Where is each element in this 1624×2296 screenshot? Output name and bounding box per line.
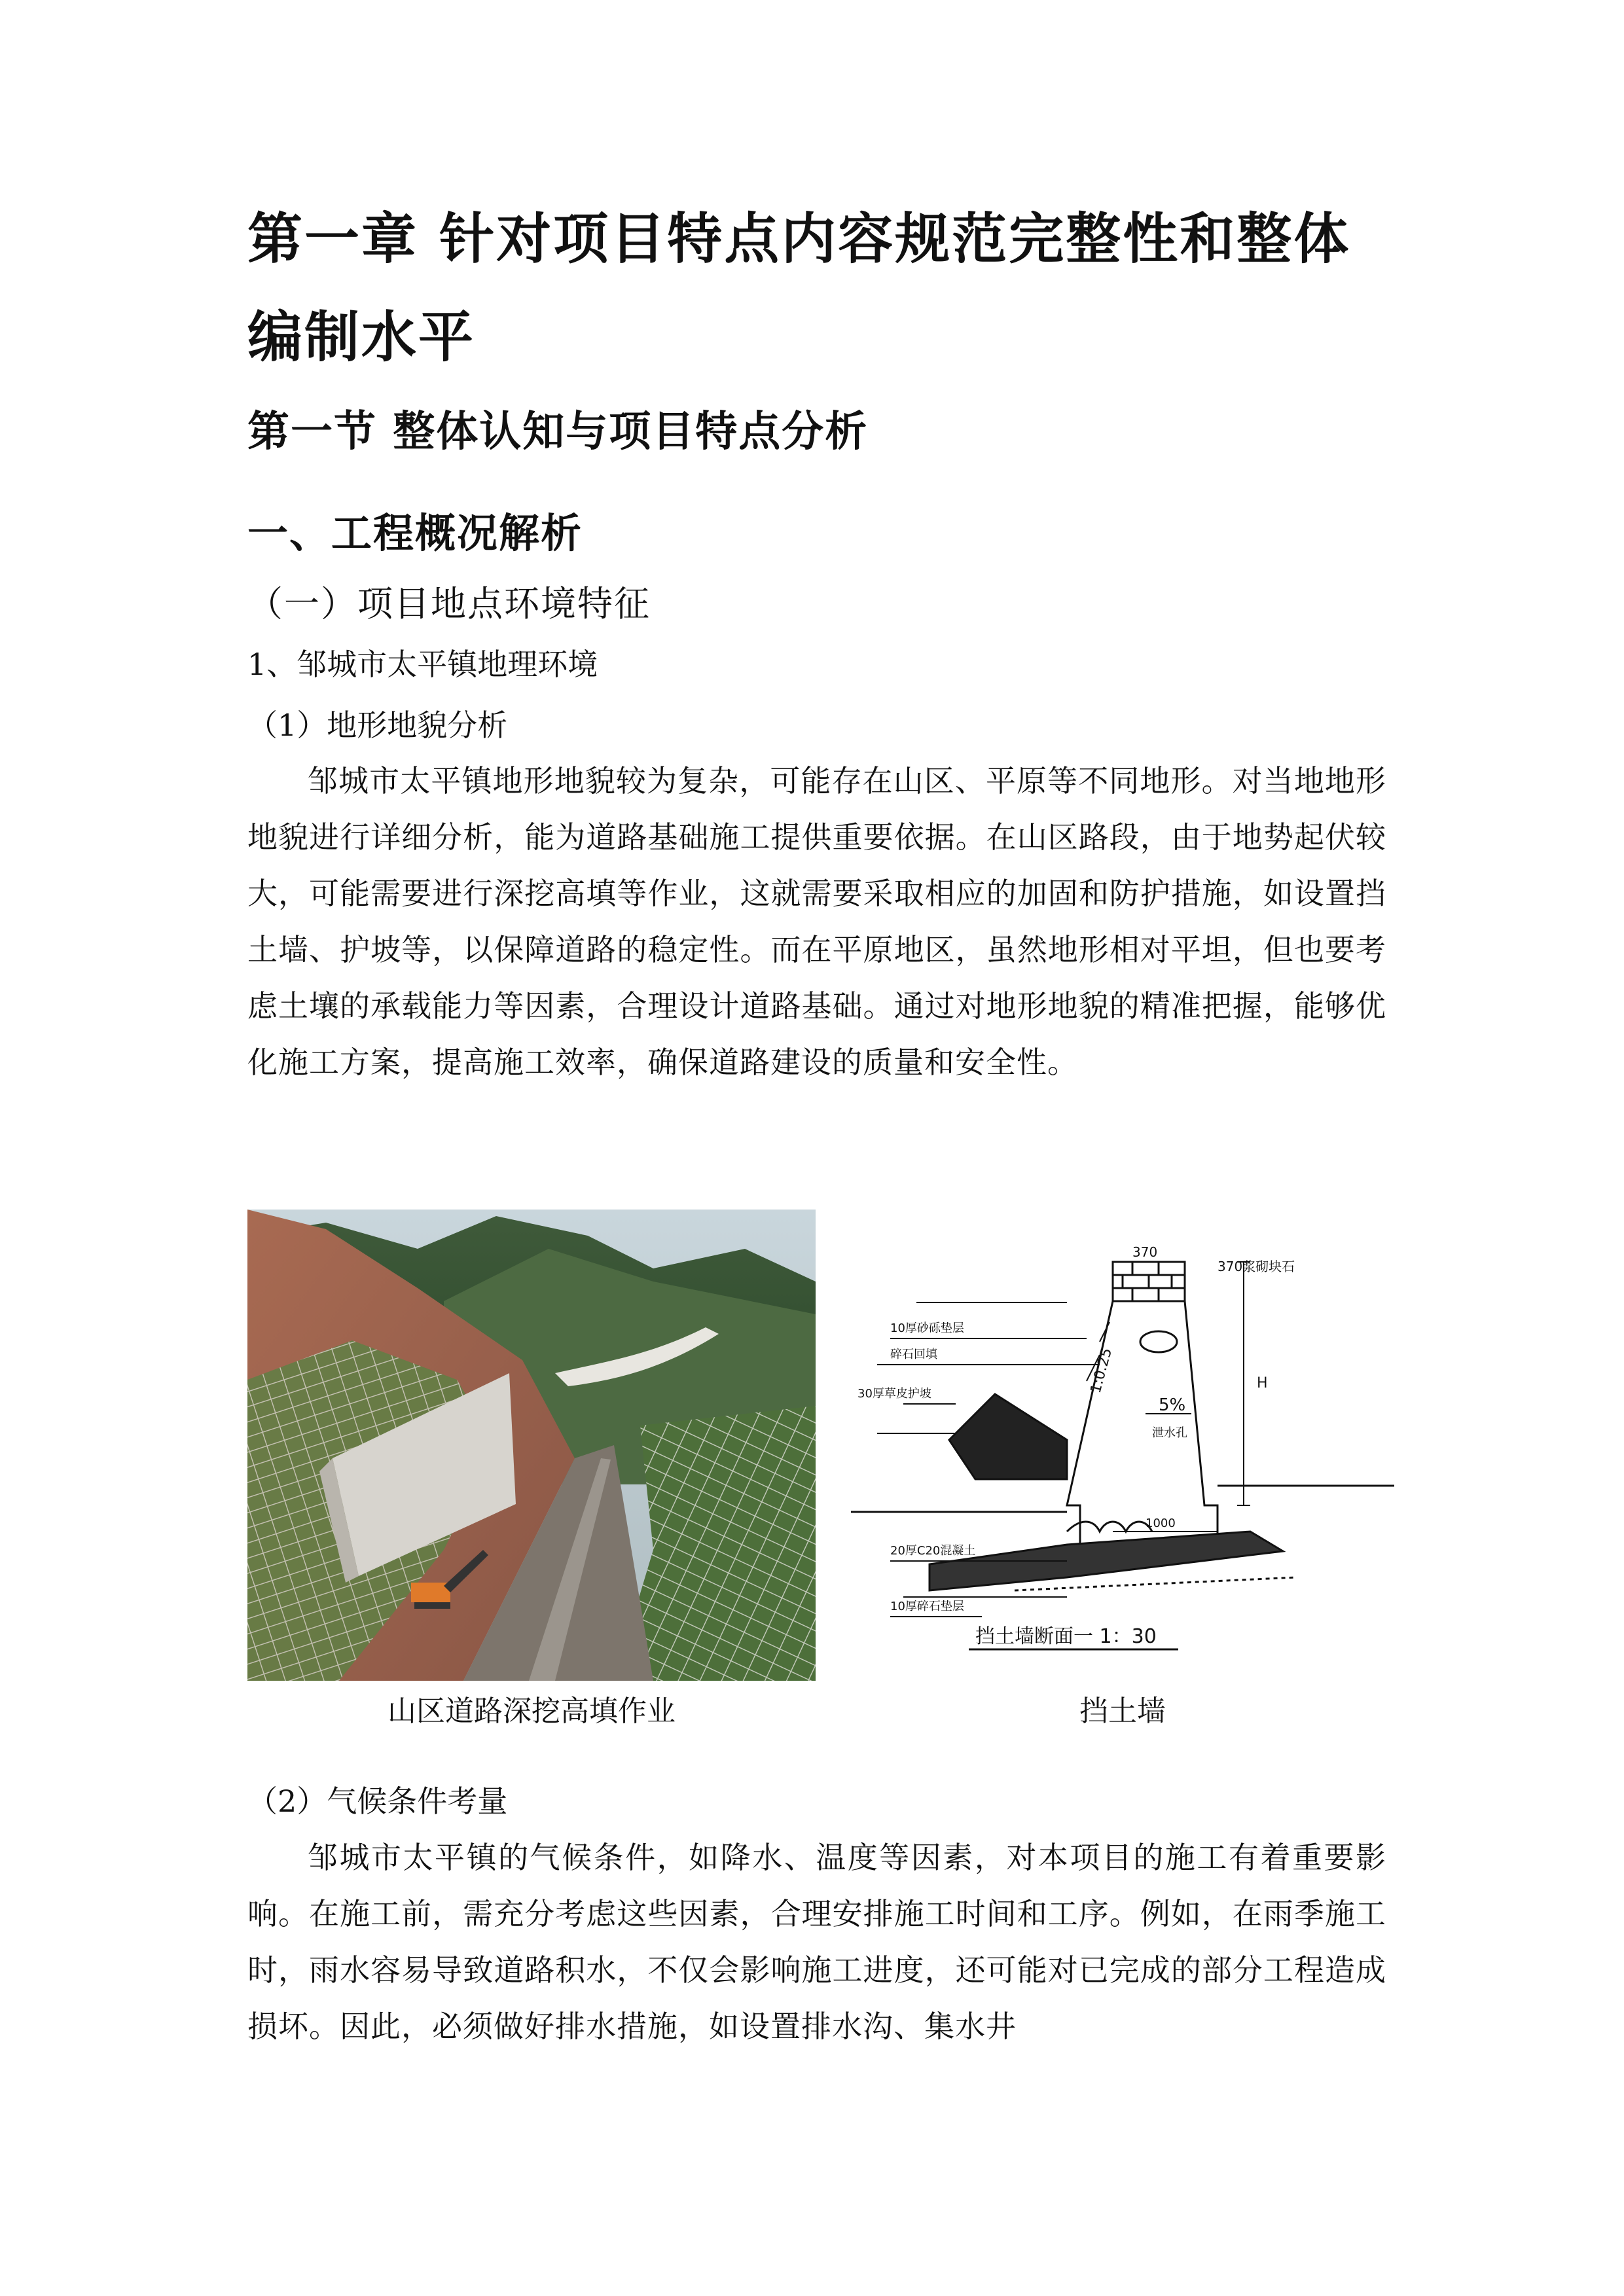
drawing-fill-label: 碎石回填 [890, 1348, 937, 1361]
climate-heading: （2）气候条件考量 [247, 1784, 508, 1819]
drawing-base-label: 20厚C20混凝土 [890, 1544, 976, 1558]
drawing-top-dim: 370 [1132, 1244, 1158, 1260]
drawing-bottom-label: 10厚碎石垫层 [890, 1600, 964, 1613]
sub-item-title: 1、邹城市太平镇地理环境 [247, 647, 598, 682]
drawing-base-dim: 1000 [1146, 1516, 1176, 1530]
drawing-mid-label: 10厚砂砾垫层 [890, 1321, 964, 1335]
chapter-title: 第一章 针对项目特点内容规范完整性和整体编制水平 [247, 207, 1351, 369]
terrain-paragraph: 邹城市太平镇地形地貌较为复杂，可能存在山区、平原等不同地形。对当地地形地貌进行详细分析，能为道路基础施工提供重要依据。在山区路段，由于地势起伏较大，可能需要进行深挖高填等作业，这就需要采取相应的加固和防护措施，如设置挡土墙、护坡等，以保障道路的稳定性。而在平原地区，虽然地形相对平坦，但也要考虑土壤的承载能力等因素，合理设计道路基础。通过对地形地貌的精准把握，能够优化施工方案，提高施工效率，确保道路建设的质量和安全性。 [247, 763, 1386, 1080]
drawing-height-dim: H [1257, 1375, 1268, 1391]
drawing-top-label: 370浆砌块石 [1218, 1259, 1295, 1274]
photo-caption: 山区道路深挖高填作业 [388, 1695, 676, 1728]
item-title: （一）项目地点环境特征 [247, 583, 651, 624]
climate-paragraph: 邹城市太平镇的气候条件，如降水、温度等因素，对本项目的施工有着重要影响。在施工前，需充分考虑这些因素，合理安排施工时间和工序。例如，在雨季施工时，雨水容易导致道路积水，不仅会影响施工进度，还可能对已完成的部分工程造成损坏。因此，必须做好排水措施，如设置排水沟、集水井 [247, 1840, 1386, 2044]
drawing-slope-ratio: 1:0.25 [1087, 1346, 1116, 1395]
drawing-grade: 5% [1159, 1395, 1186, 1415]
retaining-wall-drawing [851, 1224, 1394, 1682]
mountain-road-photo [247, 1210, 816, 1681]
subsection-title: 一、工程概况解析 [247, 509, 583, 557]
drawing-caption: 挡土墙 [1079, 1695, 1166, 1728]
drawing-left-label: 30厚草皮护坡 [857, 1387, 931, 1401]
section-title: 第一节 整体认知与项目特点分析 [247, 408, 869, 456]
drawing-water-label: 泄水孔 [1152, 1426, 1187, 1440]
drawing-title: 挡土墙断面一 1：30 [975, 1625, 1157, 1648]
terrain-heading: （1）地形地貌分析 [247, 708, 508, 743]
